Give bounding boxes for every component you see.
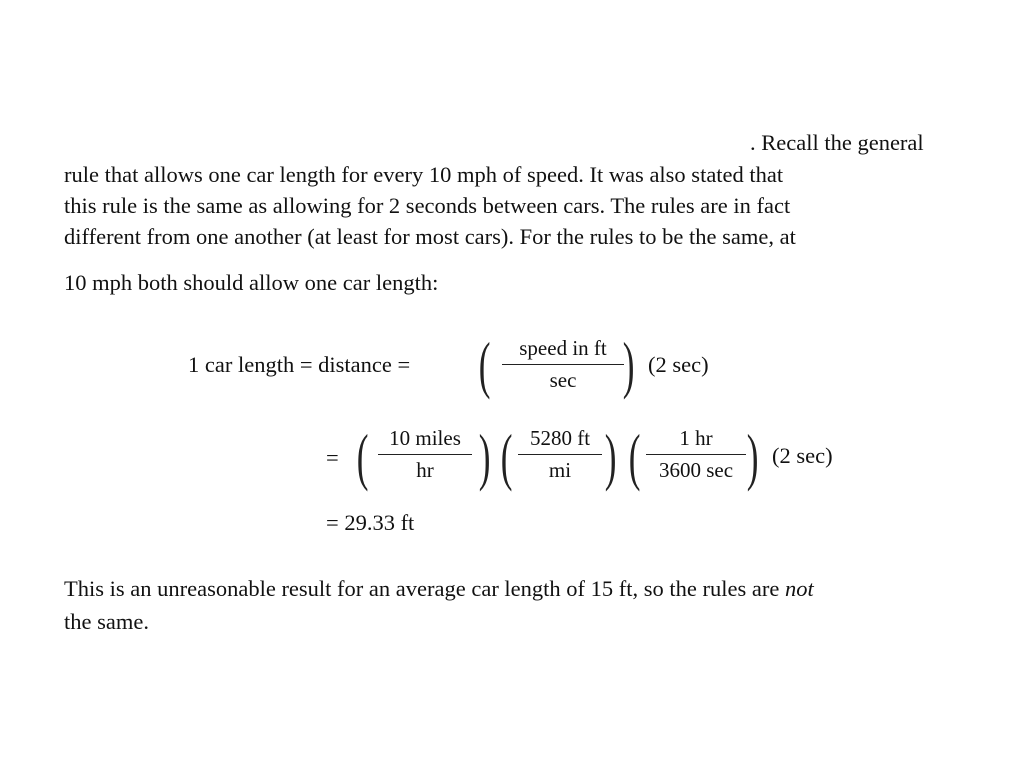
equation-lhs: 1 car length = distance =: [188, 352, 411, 377]
paragraph-line: rule that allows one car length for every 10 mph of speed. It was also stated that: [64, 162, 784, 187]
fraction-bar: [502, 364, 624, 365]
left-paren: (: [628, 421, 641, 492]
fraction-miles-per-hour: [376, 425, 474, 483]
fraction-hour-per-seconds: [644, 425, 748, 483]
paragraph-line: different from one another (at least for most cars). For the rules to be the same, at: [64, 224, 796, 249]
fraction-bar: [646, 454, 746, 455]
time-term: (2 sec): [772, 443, 833, 468]
left-paren: (: [356, 421, 369, 492]
paragraph-line: the same.: [64, 609, 149, 634]
right-paren: ): [478, 421, 491, 492]
paragraph-line: . Recall the general: [750, 130, 924, 155]
paragraph-line: 10 mph both should allow one car length:: [64, 270, 439, 295]
equation-result: = 29.33 ft: [326, 510, 415, 535]
fraction-bar: [378, 454, 472, 455]
paragraph-line: [64, 574, 814, 604]
fraction-numerator: 5280 ft: [529, 426, 591, 450]
fraction-numerator: 10 miles: [389, 426, 461, 450]
fraction-feet-per-mile: [516, 425, 604, 483]
fraction-numerator: speed in ft: [519, 336, 607, 360]
fraction-bar: [518, 454, 602, 455]
fraction-denominator: hr: [416, 458, 434, 482]
fraction-speed: [500, 335, 626, 393]
equals-sign: =: [326, 445, 339, 470]
paragraph-line: this rule is the same as allowing for 2 seconds between cars. The rules are in fact: [64, 193, 791, 218]
left-paren: (: [478, 329, 491, 400]
time-term: (2 sec): [648, 352, 709, 377]
fraction-denominator: 3600 sec: [658, 458, 734, 482]
right-paren: ): [604, 421, 617, 492]
fraction-denominator: sec: [549, 368, 577, 392]
emphasis-text: not: [784, 576, 814, 601]
right-paren: ): [746, 421, 759, 492]
fraction-numerator: 1 hr: [679, 426, 713, 450]
right-paren: ): [622, 329, 635, 400]
left-paren: (: [500, 421, 513, 492]
conclusion-text: This is an unreasonable result for an average car length of 15 ft, so the rules are: [64, 576, 785, 601]
fraction-denominator: mi: [548, 458, 572, 482]
